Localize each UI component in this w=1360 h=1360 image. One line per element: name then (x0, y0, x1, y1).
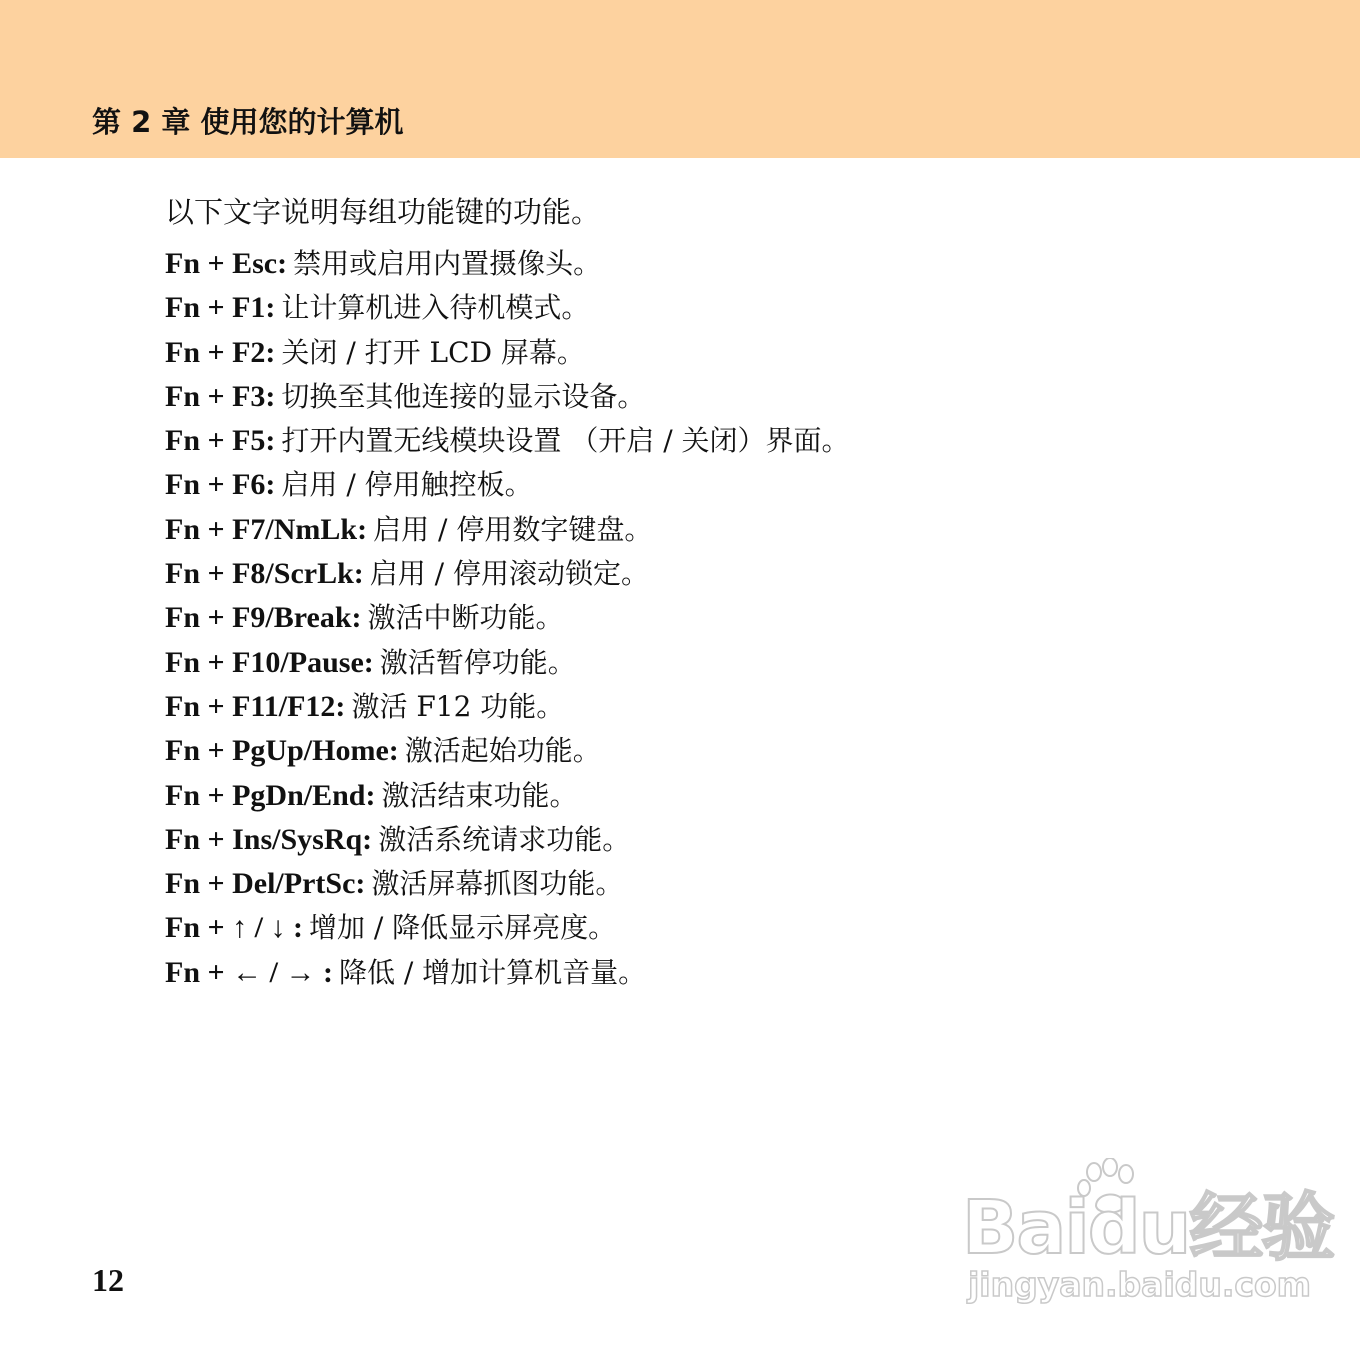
key-description: 打开内置无线模块设置 （开启 / 关闭）界面。 (281, 424, 850, 458)
key-combo: Fn + Del/PrtSc: (165, 867, 366, 901)
key-row (165, 508, 1265, 552)
key-combo: Fn + F11/F12: (165, 689, 346, 723)
key-row (165, 331, 1265, 375)
chapter-title: 第 2 章 使用您的计算机 (92, 105, 404, 139)
intro-text: 以下文字说明每组功能键的功能。 (165, 195, 601, 229)
key-combo: Fn + F5: (165, 424, 276, 458)
key-row (165, 641, 1265, 685)
key-combo: Fn + Ins/SysRq: (165, 822, 373, 856)
key-combo: Fn + PgDn/End: (165, 778, 376, 812)
key-description: 激活系统请求功能。 (378, 822, 631, 856)
key-row (165, 596, 1265, 640)
key-combo: Fn + F1: (165, 291, 276, 325)
key-description: 启用 / 停用触控板。 (281, 468, 533, 502)
key-combo: Fn + F7/NmLk: (165, 512, 368, 546)
key-combo: Fn + F10/Pause: (165, 645, 374, 679)
key-row (165, 242, 1265, 286)
key-description: 激活结束功能。 (381, 778, 578, 812)
key-description: 增加 / 降低显示屏亮度。 (308, 911, 617, 945)
key-row (165, 286, 1265, 330)
key-row (165, 729, 1265, 773)
key-description: 激活 F12 功能。 (351, 689, 565, 723)
key-row (165, 685, 1265, 729)
key-row (165, 375, 1265, 419)
key-combo: Fn + ↑ / ↓ : (165, 911, 303, 945)
key-description: 启用 / 停用数字键盘。 (373, 512, 653, 546)
key-combo: Fn + Esc: (165, 247, 288, 280)
watermark-logo: Baidu经验 (962, 1185, 1334, 1271)
key-row (165, 951, 1265, 995)
key-row (165, 552, 1265, 596)
key-combo: Fn + F2: (165, 335, 276, 369)
baidu-watermark (962, 1158, 1334, 1308)
key-combo: Fn + F9/Break: (165, 601, 362, 635)
key-description: 降低 / 增加计算机音量。 (338, 955, 647, 989)
key-row (165, 774, 1265, 818)
key-description: 激活暂停功能。 (379, 645, 576, 679)
watermark-url: jingyan.baidu.com (968, 1265, 1312, 1304)
key-combo: Fn + F6: (165, 468, 276, 502)
key-row (165, 818, 1265, 862)
key-row (165, 463, 1265, 507)
key-row (165, 419, 1265, 463)
key-combo: Fn + F3: (165, 379, 276, 413)
key-description: 让计算机进入待机模式。 (281, 291, 590, 325)
key-row (165, 862, 1265, 906)
key-description: 启用 / 停用滚动锁定。 (369, 557, 650, 591)
key-description: 激活屏幕抓图功能。 (371, 867, 624, 901)
key-combo: Fn + F8/ScrLk: (165, 557, 364, 591)
page-number: 12 (92, 1262, 124, 1298)
header-band (0, 0, 1360, 158)
content-body (165, 192, 1265, 995)
key-row (165, 906, 1265, 950)
key-combo: Fn + PgUp/Home: (165, 734, 399, 768)
key-description: 关闭 / 打开 LCD 屏幕。 (281, 335, 585, 369)
key-description: 禁用或启用内置摄像头。 (293, 247, 602, 280)
key-description: 激活起始功能。 (404, 734, 601, 768)
function-key-list (165, 242, 1265, 995)
key-description: 激活中断功能。 (367, 601, 564, 635)
key-description: 切换至其他连接的显示设备。 (281, 379, 646, 413)
key-combo: Fn + ← / → : (165, 955, 333, 989)
